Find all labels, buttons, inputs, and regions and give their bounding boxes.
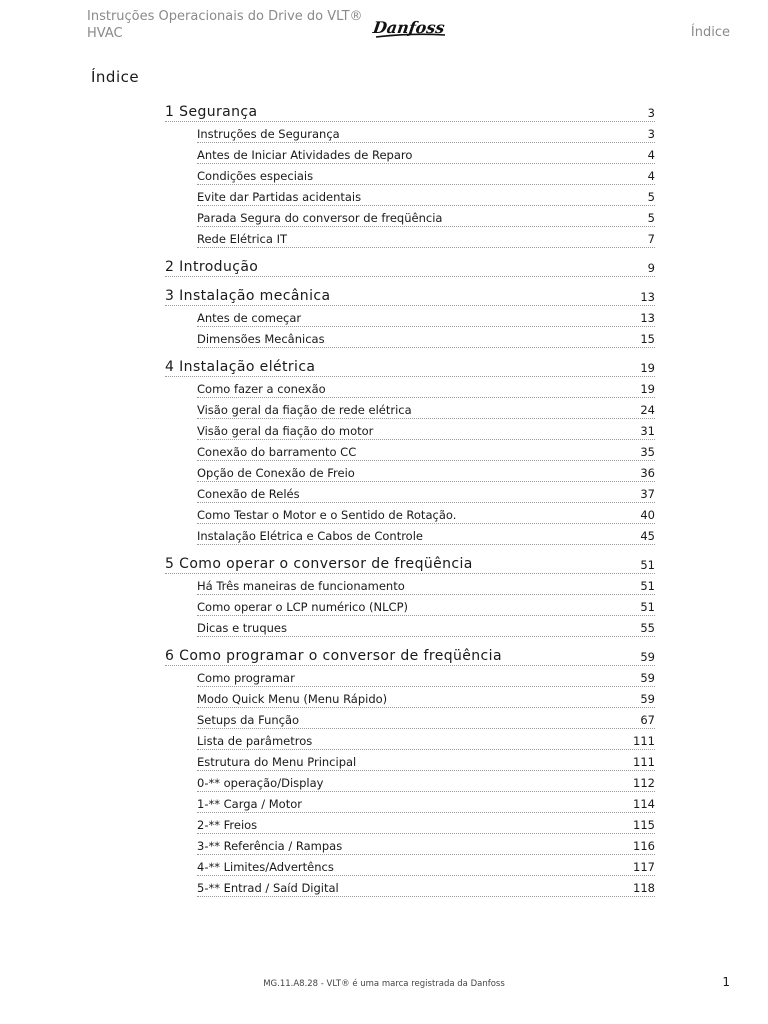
toc-entry-page: 116: [633, 839, 655, 853]
toc-entry-row[interactable]: [197, 834, 655, 855]
toc-entry-page: 67: [640, 713, 655, 727]
toc-entry-label: Visão geral da fiação do motor: [197, 424, 374, 438]
toc-entry-row[interactable]: [197, 419, 655, 440]
footer-page-number: 1: [722, 975, 730, 989]
toc-entry-page: 37: [640, 487, 655, 501]
toc-entry-row[interactable]: [197, 227, 655, 248]
toc-entry-label: Há Três maneiras de funcionamento: [197, 579, 405, 593]
toc-entry-page: 31: [640, 424, 655, 438]
toc-entry-row[interactable]: [197, 687, 655, 708]
toc-entry-label: Dicas e truques: [197, 621, 287, 635]
toc-entry-row[interactable]: [197, 164, 655, 185]
document-title-line1: Instruções Operacionais do Drive do VLT®: [87, 9, 363, 24]
toc-entry-page: 45: [640, 529, 655, 543]
toc-entry-row[interactable]: [197, 708, 655, 729]
toc-entry-label: Opção de Conexão de Freio: [197, 466, 355, 480]
toc-entry-page: 111: [633, 755, 655, 769]
toc-entry-row[interactable]: [197, 306, 655, 327]
page-title: Índice: [91, 68, 140, 86]
toc-chapter: [165, 253, 655, 277]
toc-entry-label: Dimensões Mecânicas: [197, 332, 325, 346]
toc-entry-label: Estrutura do Menu Principal: [197, 755, 357, 769]
toc-entry-page: 5: [647, 190, 655, 204]
toc-entry-label: Parada Segura do conversor de freqüência: [197, 211, 443, 225]
toc-entry-row[interactable]: [197, 482, 655, 503]
toc-chapter-row[interactable]: [165, 282, 655, 306]
toc-entry-page: 35: [640, 445, 655, 459]
toc-entry-label: Modo Quick Menu (Menu Rápido): [197, 692, 388, 706]
toc-entry-page: 55: [640, 621, 655, 635]
toc-entry-label: Como programar: [197, 671, 295, 685]
toc-chapter: [165, 98, 655, 248]
toc-entry-label: 4-** Limites/Advertêncs: [197, 860, 334, 874]
toc-chapter-title: 2 Introdução: [165, 259, 259, 275]
toc-entry-label: Evite dar Partidas acidentais: [197, 190, 362, 204]
toc-entry-label: Antes de Iniciar Atividades de Reparo: [197, 148, 413, 162]
toc-entry-label: 2-** Freios: [197, 818, 258, 832]
toc-entry-page: 4: [647, 169, 655, 183]
toc-entry-row[interactable]: [197, 524, 655, 545]
toc-entry-label: Lista de parâmetros: [197, 734, 313, 748]
toc-entry-row[interactable]: [197, 876, 655, 897]
toc-sub-list: [197, 574, 655, 637]
toc-sub-list: [197, 122, 655, 248]
toc-entry-page: 59: [640, 692, 655, 706]
toc-chapter-title: 3 Instalação mecânica: [165, 288, 331, 304]
toc-entry-row[interactable]: [197, 855, 655, 876]
toc-entry-row[interactable]: [197, 206, 655, 227]
footer-text: MG.11.A8.28 - VLT® é uma marca registrada da Danfoss: [263, 979, 505, 989]
document-title: [87, 8, 377, 42]
toc-entry-row[interactable]: [197, 729, 655, 750]
toc-entry-page: 114: [633, 797, 655, 811]
toc-entry-page: 51: [640, 579, 655, 593]
toc-chapter-title: 1 Segurança: [165, 104, 258, 120]
toc-entry-page: 111: [633, 734, 655, 748]
toc-entry-row[interactable]: [197, 666, 655, 687]
toc-chapter: [165, 353, 655, 545]
toc-entry-label: Setups da Função: [197, 713, 300, 727]
toc-entry-label: Como Testar o Motor e o Sentido de Rotação.: [197, 508, 457, 522]
toc-chapter-title: 5 Como operar o conversor de freqüência: [165, 556, 473, 572]
toc-entry-row[interactable]: [197, 574, 655, 595]
toc-entry-label: Rede Elétrica IT: [197, 232, 287, 246]
toc-entry-page: 112: [633, 776, 655, 790]
toc-entry-row[interactable]: [197, 398, 655, 419]
toc-entry-row[interactable]: [197, 595, 655, 616]
toc-entry-label: Como fazer a conexão: [197, 382, 326, 396]
toc-entry-label: Antes de começar: [197, 311, 302, 325]
toc-chapter-row[interactable]: [165, 642, 655, 666]
toc-entry-label: 3-** Referência / Rampas: [197, 839, 343, 853]
section-name: Índice: [690, 25, 730, 40]
toc-chapter-row[interactable]: [165, 550, 655, 574]
toc-entry-row[interactable]: [197, 771, 655, 792]
toc-chapter-row[interactable]: [165, 253, 655, 277]
toc-entry-label: Conexão do barramento CC: [197, 445, 357, 459]
toc-entry-label: 1-** Carga / Motor: [197, 797, 302, 811]
toc-entry-label: Conexão de Relés: [197, 487, 300, 501]
toc-entry-label: 0-** operação/Display: [197, 776, 324, 790]
toc-entry-label: Como operar o LCP numérico (NLCP): [197, 600, 408, 614]
toc-chapter-row[interactable]: [165, 98, 655, 122]
toc-entry-row[interactable]: [197, 461, 655, 482]
toc-entry-label: Visão geral da fiação de rede elétrica: [197, 403, 412, 417]
toc-entry-row[interactable]: [197, 327, 655, 348]
page-header: [0, 0, 768, 50]
toc-entry-page: 3: [647, 127, 655, 141]
toc-entry-page: 13: [640, 311, 655, 325]
toc-chapter-page: 3: [647, 106, 655, 120]
toc-entry-page: 115: [633, 818, 655, 832]
toc-entry-row[interactable]: [197, 792, 655, 813]
toc-chapter-page: 13: [640, 290, 655, 304]
toc-entry-label: 5-** Entrad / Saíd Digital: [197, 881, 339, 895]
table-of-contents: [165, 98, 655, 902]
danfoss-logo-icon: [372, 14, 448, 40]
toc-entry-row[interactable]: [197, 143, 655, 164]
toc-entry-page: 118: [633, 881, 655, 895]
toc-entry-row[interactable]: [197, 440, 655, 461]
toc-entry-page: 59: [640, 671, 655, 685]
toc-entry-page: 36: [640, 466, 655, 480]
toc-chapter: [165, 642, 655, 897]
toc-entry-row[interactable]: [197, 503, 655, 524]
toc-entry-row[interactable]: [197, 122, 655, 143]
toc-chapter-page: 51: [640, 558, 655, 572]
toc-entry-page: 24: [640, 403, 655, 417]
toc-entry-page: 117: [633, 860, 655, 874]
toc-sub-list: [197, 377, 655, 545]
toc-chapter-title: 6 Como programar o conversor de freqüência: [165, 648, 502, 664]
toc-entry-label: Condições especiais: [197, 169, 314, 183]
toc-chapter: [165, 282, 655, 348]
toc-entry-page: 51: [640, 600, 655, 614]
toc-entry-row[interactable]: [197, 750, 655, 771]
toc-chapter-row[interactable]: [165, 353, 655, 377]
document-title-line2: HVAC: [87, 26, 123, 41]
toc-entry-row[interactable]: [197, 377, 655, 398]
toc-entry-label: Instruções de Segurança: [197, 127, 340, 141]
toc-chapter-title: 4 Instalação elétrica: [165, 359, 316, 375]
toc-entry-page: 4: [647, 148, 655, 162]
toc-entry-page: 7: [647, 232, 655, 246]
toc-chapter: [165, 550, 655, 637]
toc-sub-list: [197, 306, 655, 348]
toc-entry-row[interactable]: [197, 616, 655, 637]
toc-entry-page: 5: [647, 211, 655, 225]
toc-sub-list: [197, 666, 655, 897]
logo-text: Danfoss: [372, 18, 446, 37]
toc-entry-page: 15: [640, 332, 655, 346]
toc-chapter-page: 59: [640, 650, 655, 664]
toc-chapter-page: 9: [647, 261, 655, 275]
toc-entry-label: Instalação Elétrica e Cabos de Controle: [197, 529, 423, 543]
toc-entry-page: 19: [640, 382, 655, 396]
toc-entry-page: 40: [640, 508, 655, 522]
toc-chapter-page: 19: [640, 361, 655, 375]
toc-entry-row[interactable]: [197, 813, 655, 834]
toc-entry-row[interactable]: [197, 185, 655, 206]
